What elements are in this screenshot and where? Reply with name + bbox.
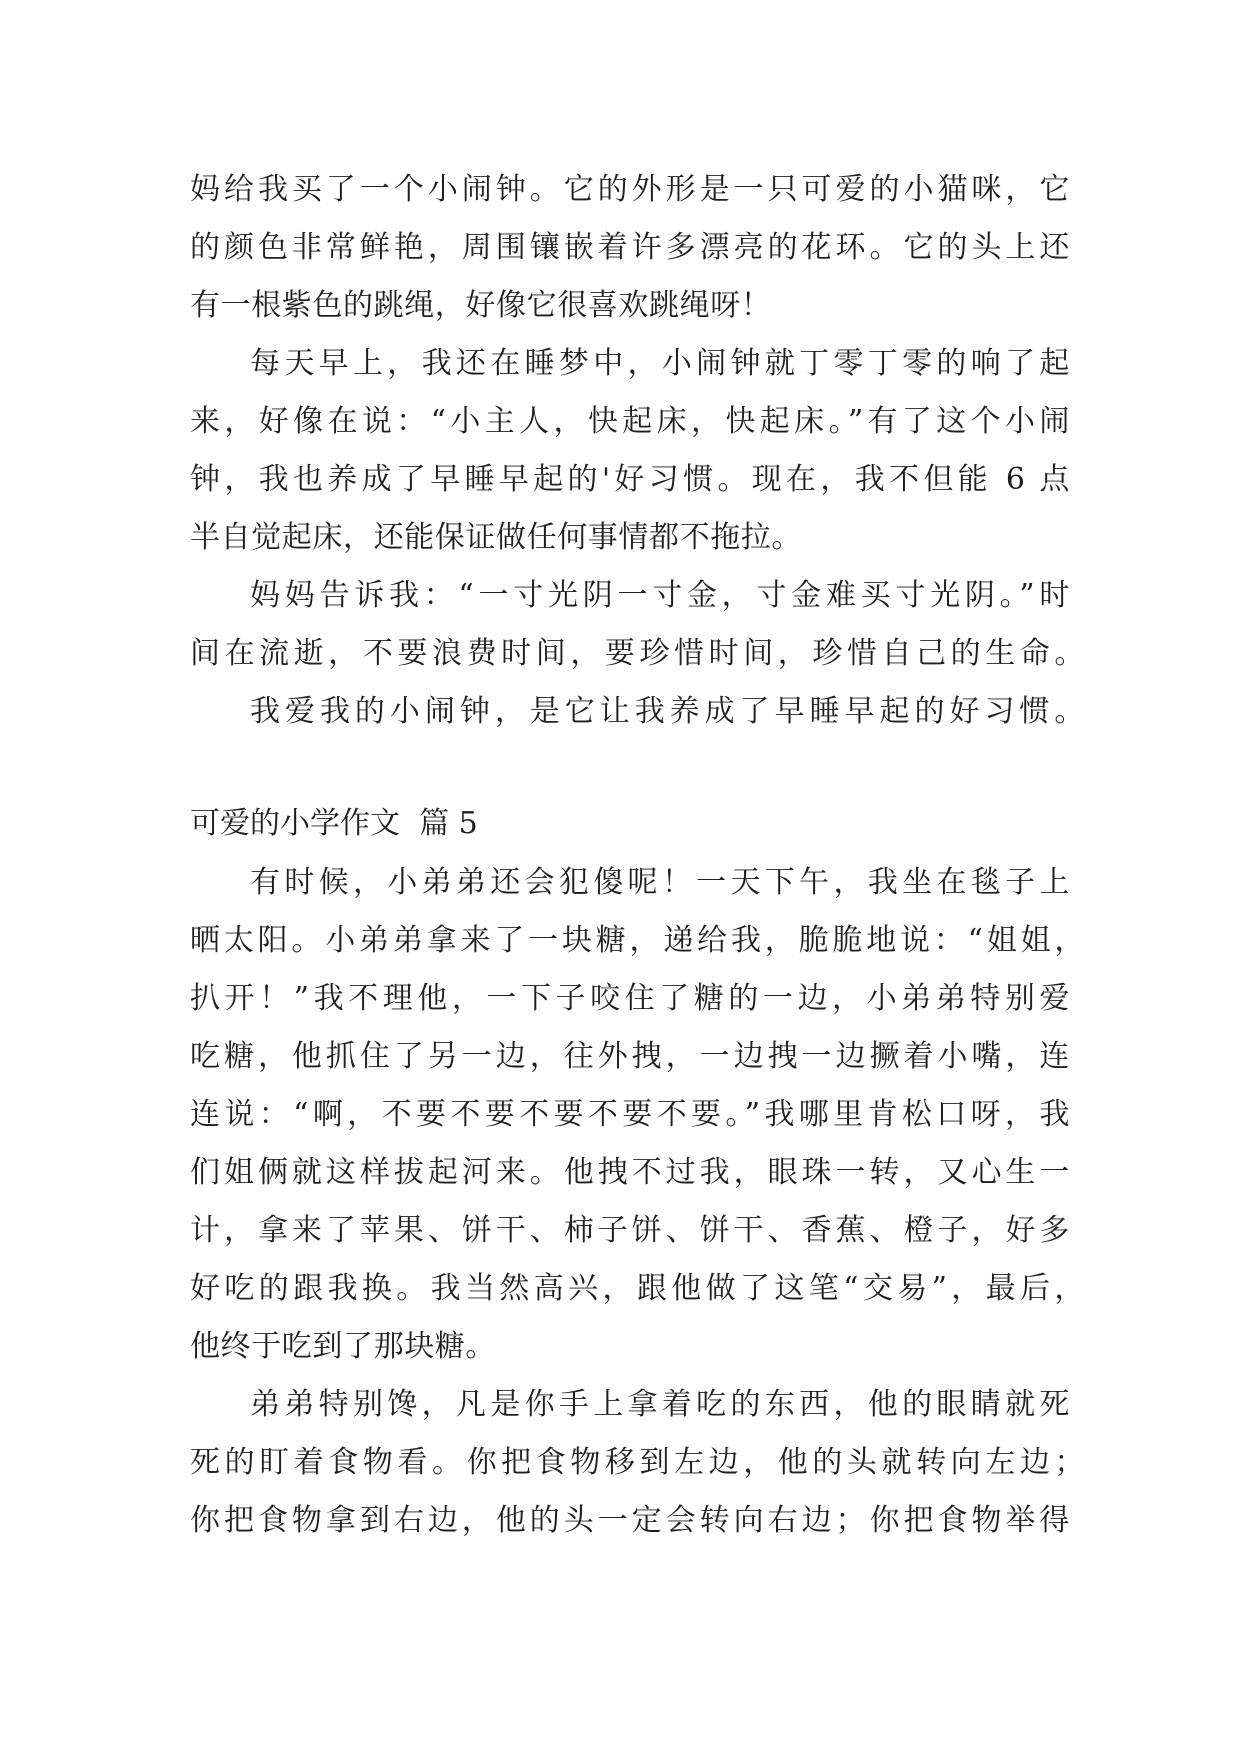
paragraph-line: 有时候，小弟弟还会犯傻呢！一天下午，我坐在毯子上 (250, 865, 1070, 900)
paragraph-line: 有一根紫色的跳绳，好像它很喜欢跳绳呀！ (190, 288, 772, 323)
paragraph-line: 计，拿来了苹果、饼干、柿子饼、饼干、香蕉、橙子，好多 (190, 1213, 1070, 1248)
paragraph-line: 每天早上，我还在睡梦中，小闹钟就丁零丁零的响了起 (250, 346, 1070, 381)
paragraph-line: 妈给我买了一个小闹钟。它的外形是一只可爱的小猫咪，它 (190, 172, 1070, 207)
paragraph-line: 你把食物拿到右边，他的头一定会转向右边；你把食物举得 (190, 1503, 1070, 1538)
paragraph-line: 妈妈告诉我：“一寸光阴一寸金，寸金难买寸光阴。”时 (250, 578, 1070, 613)
paragraph-line: 的颜色非常鲜艳，周围镶嵌着许多漂亮的花环。它的头上还 (190, 230, 1070, 265)
paragraph-line: 钟，我也养成了早睡早起的'好习惯。现在，我不但能 6 点 (190, 462, 1070, 497)
paragraph-line: 们姐俩就这样拔起河来。他拽不过我，眼珠一转，又心生一 (190, 1155, 1070, 1190)
paragraph-line: 来，好像在说：“小主人，快起床，快起床。”有了这个小闹 (190, 404, 1070, 439)
section-heading: 可爱的小学作文 篇 5 (190, 806, 478, 841)
paragraph-line: 弟弟特别馋，凡是你手上拿着吃的东西，他的眼睛就死 (250, 1387, 1070, 1422)
paragraph-line: 半自觉起床，还能保证做任何事情都不拖拉。 (190, 520, 802, 555)
paragraph-line: 他终于吃到了那块糖。 (190, 1329, 496, 1364)
paragraph-line: 连说：“啊，不要不要不要不要不要。”我哪里肯松口呀，我 (190, 1097, 1070, 1132)
paragraph-line: 好吃的跟我换。我当然高兴，跟他做了这笔“交易”，最后， (190, 1271, 1085, 1306)
paragraph-line: 吃糖，他抓住了另一边，往外拽，一边拽一边撅着小嘴，连 (190, 1039, 1070, 1074)
paragraph-line: 死的盯着食物看。你把食物移到左边，他的头就转向左边； (190, 1445, 1085, 1480)
paragraph-line: 我爱我的小闹钟，是它让我养成了早睡早起的好习惯。 (250, 694, 1085, 729)
paragraph-line: 晒太阳。小弟弟拿来了一块糖，递给我，脆脆地说：“姐姐， (190, 923, 1085, 958)
paragraph-line: 扒开！”我不理他，一下子咬住了糖的一边，小弟弟特别爱 (190, 981, 1070, 1016)
paragraph-line: 间在流逝，不要浪费时间，要珍惜时间，珍惜自己的生命。 (190, 636, 1085, 671)
